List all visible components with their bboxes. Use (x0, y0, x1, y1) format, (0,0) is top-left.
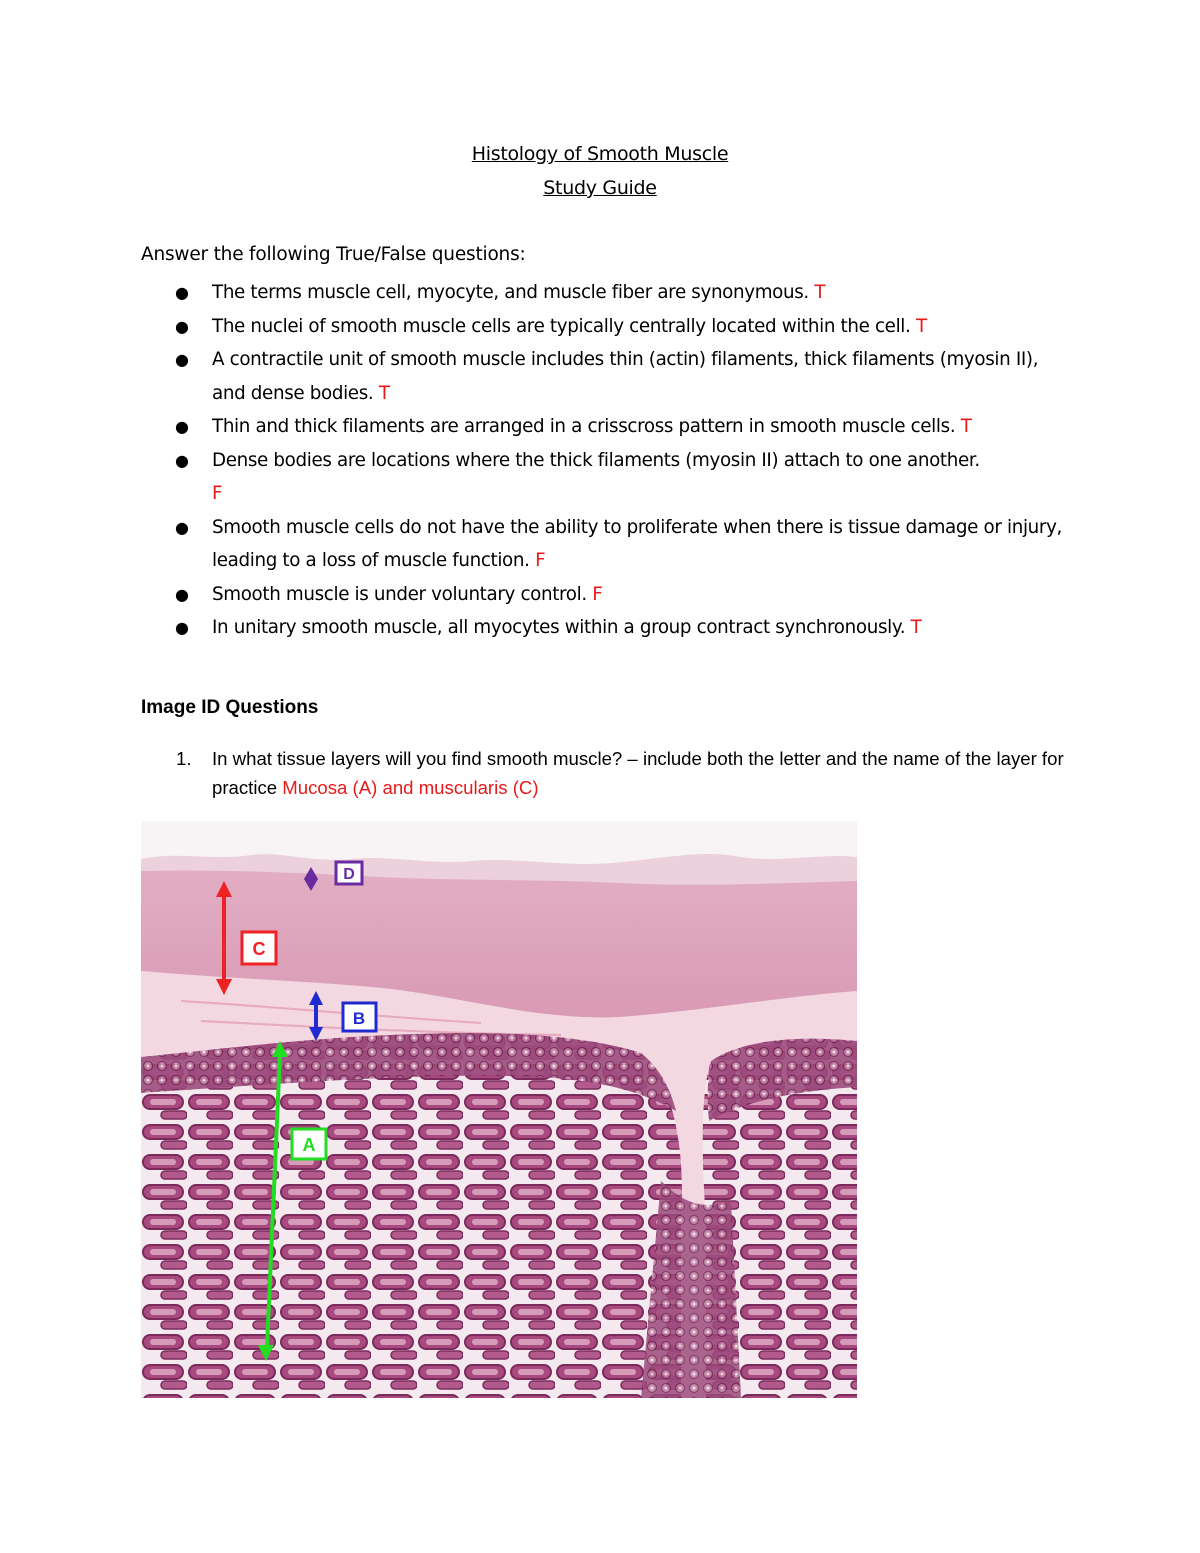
bullet-icon: ● (175, 517, 189, 537)
bullet-icon: ● (175, 618, 189, 637)
bullet-icon: ● (175, 417, 189, 436)
tf-answer: T (378, 382, 390, 404)
tf-item-text: Thin and thick filaments are arranged in a crisscross pattern in smooth muscle cells. (212, 416, 956, 437)
label-b: B (352, 1009, 366, 1028)
tf-item-text: Dense bodies are locations where the thick filaments (myosin II) attach to one another. (212, 449, 980, 471)
image-id-heading: Image ID Questions (141, 697, 319, 718)
document-subtitle: Study Guide (543, 177, 657, 199)
question-number: 1. (176, 748, 192, 769)
bullet-icon: ● (175, 283, 189, 302)
tf-item (141, 276, 1071, 310)
label-a: A (302, 1135, 316, 1155)
question-answer: Mucosa (A) and muscularis (C) (282, 777, 539, 798)
tf-item (141, 310, 1071, 344)
tf-item (141, 343, 1071, 410)
tf-item-text: In unitary smooth muscle, all myocytes within a group contract synchronously. (212, 617, 906, 638)
tf-item-text: A contractile unit of smooth muscle includes thin (actin) filaments, thick filaments (myosin II), and dense bodies. (212, 349, 1039, 404)
tf-question-list (141, 276, 1071, 645)
tf-answer: T (910, 617, 922, 638)
bullet-icon: ● (175, 584, 189, 604)
tf-item-text: The nuclei of smooth muscle cells are typically centrally located within the cell. (212, 315, 911, 337)
histology-micrograph (141, 821, 857, 1398)
bullet-icon: ● (175, 450, 189, 470)
image-question (141, 744, 1071, 802)
tf-answer: T (960, 416, 972, 437)
tf-item (141, 410, 1071, 444)
tf-item-text: Smooth muscle is under voluntary control. (212, 583, 587, 605)
question-text: In what tissue layers will you find smooth muscle? – include both the letter and the name of the layer for practice (212, 748, 1064, 798)
bullet-icon: ● (175, 316, 189, 336)
document-title: Histology of Smooth Muscle (471, 143, 729, 165)
label-d: D (343, 866, 355, 883)
tf-answer: T (915, 315, 927, 337)
tf-answer: T (814, 282, 826, 303)
tf-item (141, 511, 1071, 578)
label-c: C (252, 939, 266, 959)
bullet-icon: ● (175, 350, 189, 369)
tf-answer: F (592, 583, 603, 605)
tf-answer: F (212, 483, 223, 504)
tf-instruction: Answer the following True/False questions: (141, 244, 526, 265)
tf-item (141, 444, 1071, 511)
tf-item-text: Smooth muscle cells do not have the ability to proliferate when there is tissue damage or injury, leading to a loss of muscle function. (212, 516, 1063, 571)
tf-item-text: The terms muscle cell, myocyte, and muscle fiber are synonymous. (212, 282, 809, 303)
tf-item (141, 611, 1071, 645)
tf-answer: F (535, 550, 546, 571)
tf-item (141, 578, 1071, 612)
